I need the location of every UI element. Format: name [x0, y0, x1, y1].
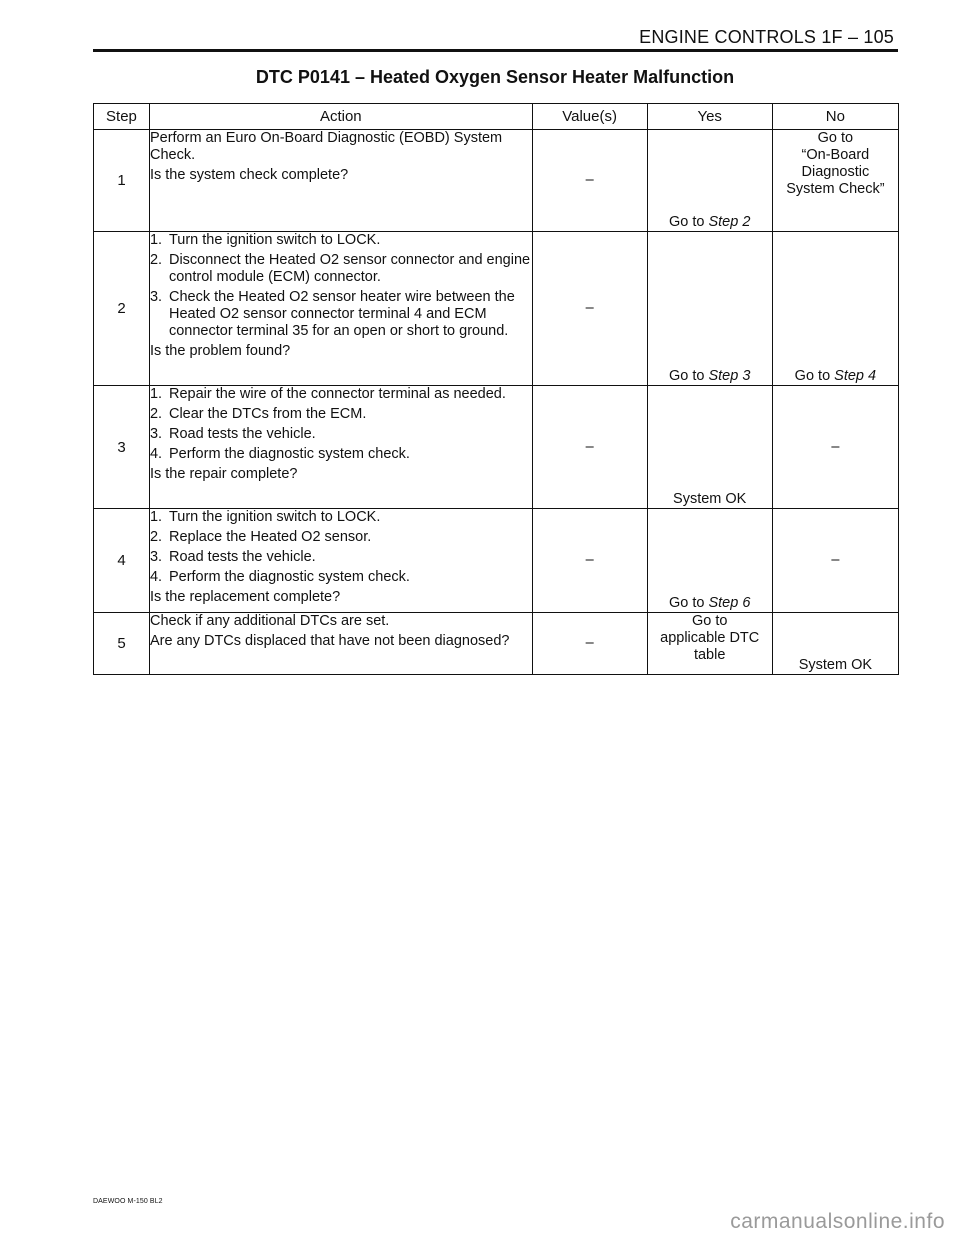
step-reference-link[interactable]: Step 4 [834, 368, 877, 384]
table-row [94, 232, 899, 386]
yes-text-line: table [693, 647, 726, 663]
step-number: 4 [94, 509, 150, 613]
action-cell [149, 130, 532, 232]
no-cell: System OK [772, 613, 898, 675]
action-list-item: 4. Perform the diagnostic system check. [149, 569, 410, 585]
no-cell: – [772, 386, 898, 509]
column-header-no: No [772, 104, 898, 130]
action-question: Is the problem found? [149, 343, 291, 359]
step-reference-link[interactable]: Step 3 [708, 368, 751, 384]
action-list-item: 3. Check the Heated O2 sensor heater wire between the Heated O2 sensor connector terminal 4 and ECM connector terminal 35 for an open or short to ground. [149, 289, 515, 339]
yes-prefix: Go to [668, 368, 709, 384]
values-cell: – [532, 130, 647, 232]
action-question: Is the replacement complete? [149, 589, 341, 605]
table-row [94, 613, 899, 675]
no-text-line: Go to [817, 130, 854, 146]
table-row [94, 130, 899, 232]
action-question: Is the system check complete? [149, 167, 349, 183]
no-text-line: System Check” [786, 181, 885, 197]
yes-cell [647, 130, 772, 232]
action-cell [149, 509, 532, 613]
watermark: carmanualsonline.info [730, 1210, 945, 1233]
page-title: DTC P0141 – Heated Oxygen Sensor Heater Malfunction [255, 67, 735, 87]
column-header-values: Value(s) [532, 104, 647, 130]
action-cell [149, 613, 532, 675]
action-list-item: 4. Perform the diagnostic system check. [149, 446, 410, 462]
action-cell [149, 232, 532, 386]
values-cell: – [532, 232, 647, 386]
step-reference-link[interactable]: Step 2 [708, 214, 751, 230]
yes-cell [647, 232, 772, 386]
yes-prefix: Go to [668, 214, 709, 230]
diagnostic-table [93, 103, 899, 675]
yes-text-line: Go to [691, 613, 728, 629]
yes-prefix: Go to [668, 595, 709, 611]
action-text: Perform an Euro On-Board Diagnostic (EOBD) System Check. [149, 130, 503, 163]
no-cell: – [772, 509, 898, 613]
action-list-item: 1. Turn the ignition switch to LOCK. [149, 232, 381, 248]
no-text-line: “On-Board [801, 147, 870, 163]
document-footer: DAEWOO M-150 BL2 [93, 1198, 163, 1205]
column-header-yes: Yes [647, 104, 772, 130]
step-number: 1 [94, 130, 150, 232]
action-cell [149, 386, 532, 509]
column-header-step: Step [94, 104, 150, 130]
values-cell: – [532, 613, 647, 675]
action-text: Check if any additional DTCs are set. [149, 613, 390, 629]
table-row [94, 386, 899, 509]
step-number: 3 [94, 386, 150, 509]
action-list-item: 3. Road tests the vehicle. [149, 426, 316, 442]
yes-cell [647, 613, 772, 675]
values-cell: – [532, 386, 647, 509]
table-header-row [94, 104, 899, 130]
no-cell [772, 130, 898, 232]
yes-cell: System OK [647, 386, 772, 509]
action-list-item: 2. Replace the Heated O2 sensor. [149, 529, 372, 545]
action-list-item: 2. Clear the DTCs from the ECM. [149, 406, 367, 422]
table-row [94, 509, 899, 613]
values-cell: – [532, 509, 647, 613]
action-list-item: 3. Road tests the vehicle. [149, 549, 316, 565]
step-number: 5 [94, 613, 150, 675]
no-cell [772, 232, 898, 386]
header-rule [93, 49, 898, 52]
action-list-item: 2. Disconnect the Heated O2 sensor connector and engine control module (ECM) connector. [149, 252, 531, 285]
action-question: Is the repair complete? [149, 466, 298, 482]
no-prefix: Go to [794, 368, 835, 384]
action-list-item: 1. Repair the wire of the connector terminal as needed. [149, 386, 506, 402]
yes-cell [647, 509, 772, 613]
step-reference-link[interactable]: Step 6 [708, 595, 751, 611]
step-number: 2 [94, 232, 150, 386]
no-text-line: Diagnostic [801, 164, 870, 180]
section-header: ENGINE CONTROLS 1F – 105 [639, 27, 894, 47]
column-header-action: Action [149, 104, 532, 130]
action-question: Are any DTCs displaced that have not been diagnosed? [149, 633, 510, 649]
action-list-item: 1. Turn the ignition switch to LOCK. [149, 509, 381, 525]
yes-text-line: applicable DTC [660, 630, 760, 646]
